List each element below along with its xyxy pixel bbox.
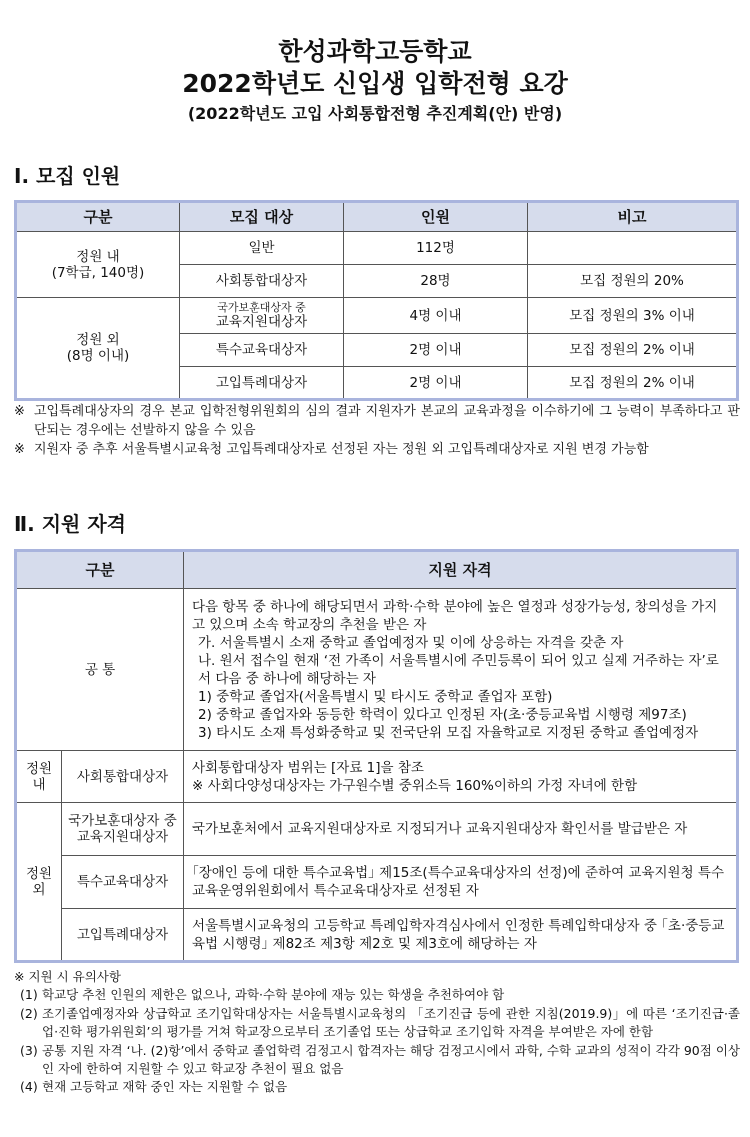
column-header: 구분	[16, 202, 180, 232]
common-item-b2: 2) 중학교 졸업자와 동등한 학력이 있다고 인정된 자(초·중등교육법 시행령 제97조)	[198, 706, 687, 723]
note-text: 고입특례대상자의 경우 본교 입학전형위원회의 심의 결과 지원자가 본교의 교육과정을 이수하기에 그 능력이 부족하다고 판단되는 경우에는 선발하지 않을 수 있음	[34, 404, 740, 438]
group-label: 정원 외	[76, 332, 120, 348]
out-quota-label-cell: 정원 외	[16, 803, 62, 962]
note-number: (2)	[20, 1005, 38, 1021]
table-row	[16, 856, 738, 909]
count-cell: 2명 이내	[344, 367, 528, 400]
table-row	[16, 589, 738, 751]
in-quota-label-cell: 정원 내	[16, 751, 62, 803]
note-item	[14, 402, 740, 440]
vet-label-cell	[62, 803, 184, 856]
group-label: 정원 내	[76, 248, 120, 265]
table-header-row	[16, 202, 738, 232]
common-label-cell: 공 통	[16, 589, 184, 751]
note-mark: ※	[14, 404, 25, 419]
social-qualification-cell	[184, 751, 738, 803]
note-cell: 모집 정원의 20%	[528, 265, 738, 298]
table-row	[16, 298, 738, 334]
notes-heading: ※ 지원 시 유의사항	[14, 969, 121, 984]
note-item	[14, 1042, 740, 1079]
note-number: (1)	[20, 987, 38, 1003]
note-mark: ※	[14, 442, 25, 457]
note-text: 지원자 중 추후 서울특별시교육청 고입특례대상자로 선정된 자는 정원 외 고입특례대상자로 지원 변경 가능함	[34, 442, 649, 457]
note-item	[14, 986, 740, 1004]
table-row	[16, 909, 738, 962]
note-cell: 모집 정원의 3% 이내	[528, 298, 738, 334]
social-label-cell: 사회통합대상자	[62, 751, 184, 803]
note-cell: 모집 정원의 2% 이내	[528, 367, 738, 400]
column-header: 지원 자격	[184, 551, 738, 589]
target-cell: 고입특례대상자	[180, 367, 344, 400]
recruitment-table	[14, 200, 739, 401]
column-header: 인원	[344, 202, 528, 232]
count-cell: 112명	[344, 232, 528, 265]
special-qualification-cell: ｢장애인 등에 대한 특수교육법｣ 제15조(특수교육대상자의 선정)에 준하여 교육지원청 특수교육운영위원회에서 특수교육대상자로 선정된 자	[184, 856, 738, 909]
table-row	[16, 803, 738, 856]
common-item-b: 나. 원서 접수일 현재 ‘전 가족이 서울특별시에 주민등록이 되어 있고 실제 거주하는 자’로서 다음 중 하나에 해당하는 자	[198, 652, 719, 687]
count-cell: 4명 이내	[344, 298, 528, 334]
special-label-cell: 특수교육대상자	[62, 856, 184, 909]
vet-label-line-2: 교육지원대상자	[76, 829, 169, 845]
common-qualification-cell	[184, 589, 738, 751]
note-text: 조기졸업예정자와 상급학교 조기입학대상자는 서울특별시교육청의 「조기진급 등에 관한 지침(2019.9)」에 따른 ‘조기진급·졸업·진학 평가위원회’의 평가를 거쳐 학교장으로부터 조기졸업 또는 상급학교 조기입학 자격을 부여받은 자에 한함	[42, 1005, 740, 1040]
note-number: (3)	[20, 1042, 38, 1058]
note-cell	[528, 232, 738, 265]
target-label: 교육지원대상자	[215, 314, 308, 330]
target-cell: 특수교육대상자	[180, 334, 344, 367]
eligibility-table	[14, 549, 739, 963]
note-item	[14, 440, 740, 459]
note-item	[14, 1078, 740, 1096]
group-sub: (7학급, 140명)	[51, 264, 145, 281]
common-intro: 다음 항목 중 하나에 해당되면서 과학·수학 분야에 높은 열정과 성장가능성, 창의성을 가지고 있으며 소속 학교장의 추천을 받은 자	[192, 598, 718, 633]
exception-label-cell: 고입특례대상자	[62, 909, 184, 962]
document-subtitle: (2022학년도 고입 사회통합전형 추진계획(안) 반영)	[187, 104, 563, 123]
count-cell: 2명 이내	[344, 334, 528, 367]
school-name: 한성과학고등학교	[278, 37, 472, 66]
application-notes	[14, 968, 740, 1097]
column-header: 구분	[16, 551, 184, 589]
group-out-cell	[16, 298, 180, 400]
table-row	[16, 751, 738, 803]
target-cell: 사회통합대상자	[180, 265, 344, 298]
common-item-b1: 1) 중학교 졸업자(서울특별시 및 타시도 중학교 졸업자 포함)	[198, 688, 553, 705]
social-line-2: ※ 사회다양성대상자는 가구원수별 중위소득 160%이하의 가정 자녀에 한함	[192, 777, 638, 794]
note-cell: 모집 정원의 2% 이내	[528, 334, 738, 367]
group-sub: (8명 이내)	[66, 348, 130, 364]
target-small-label: 국가보훈대상자 중	[217, 301, 306, 314]
group-in-cell	[16, 232, 180, 298]
note-text: 현재 고등학교 재학 중인 자는 지원할 수 없음	[42, 1079, 288, 1095]
column-header: 비고	[528, 202, 738, 232]
section1-notes	[14, 402, 740, 459]
document-title: 2022학년도 신입생 입학전형 요강	[182, 69, 568, 98]
exception-qualification-cell: 서울특별시교육청의 고등학교 특례입학자격심사에서 인정한 특례입학대상자 중 ｢초·중등교육법 시행령｣ 제82조 제3항 제2호 및 제3호에 해당하는 자	[184, 909, 738, 962]
count-cell: 28명	[344, 265, 528, 298]
section1-heading: Ⅰ. 모집 인원	[14, 164, 121, 188]
table-header-row	[16, 551, 738, 589]
note-text: 학교당 추천 인원의 제한은 없으나, 과학·수학 분야에 재능 있는 학생을 추천하여야 함	[42, 987, 505, 1003]
table-row	[16, 232, 738, 265]
note-number: (4)	[20, 1079, 38, 1095]
note-item	[14, 1005, 740, 1042]
note-text: 공통 지원 자격 ‘나. (2)항’에서 중학교 졸업학력 검정고시 합격자는 해당 검정고시에서 과학, 수학 교과의 성적이 각각 90점 이상인 자에 한하여 지원할 수 있고 학교장 추천이 필요 없음	[42, 1042, 740, 1077]
section2-heading: Ⅱ. 지원 자격	[14, 512, 126, 536]
target-cell	[180, 298, 344, 334]
column-header: 모집 대상	[180, 202, 344, 232]
common-item-b3: 3) 타시도 소재 특성화중학교 및 전국단위 모집 자율학교로 지정된 중학교 졸업예정자	[198, 724, 699, 741]
vet-qualification-cell: 국가보훈처에서 교육지원대상자로 지정되거나 교육지원대상자 확인서를 발급받은 자	[184, 803, 738, 856]
common-item-a: 가. 서울특별시 소재 중학교 졸업예정자 및 이에 상응하는 자격을 갖춘 자	[198, 634, 624, 651]
target-cell: 일반	[180, 232, 344, 265]
social-line-1: 사회통합대상자 범위는 [자료 1]을 참조	[192, 759, 424, 776]
vet-label-line-1: 국가보훈대상자 중	[68, 813, 177, 829]
